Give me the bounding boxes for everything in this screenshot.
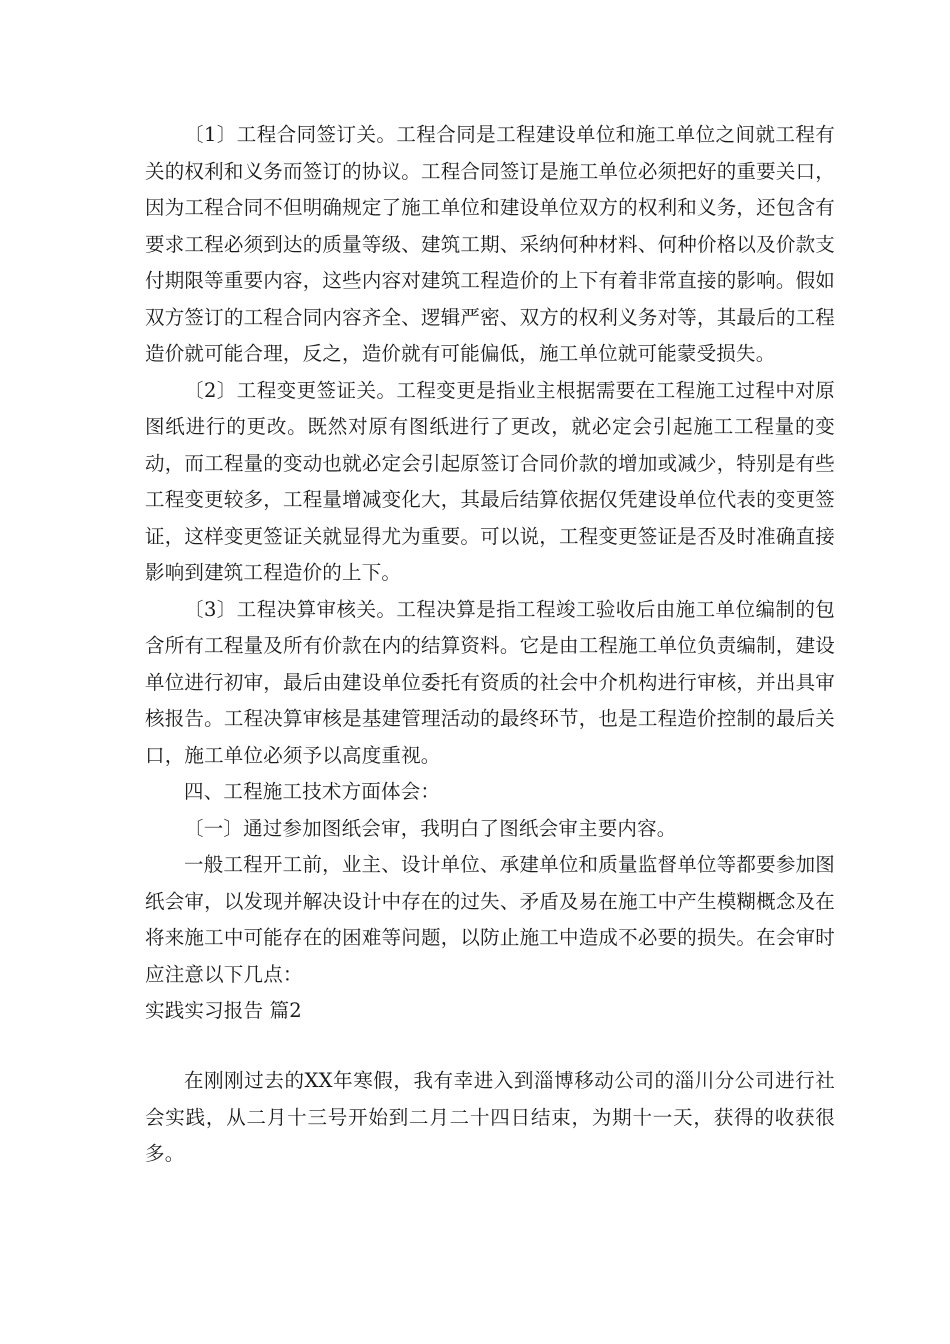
paragraph-contract-signing: 〔1〕工程合同签订关。工程合同是工程建设单位和施工单位之间就工程有关的权利和义务而签订的协议。工程合同签订是施工单位必须把好的重要关口，因为工程合同不但明确规定了施工单位和建设单位双方的权利和义务，还包含有要求工程必须到达的质量等级、建筑工期、采纳何种材料、何种价格以及价款支付期限等重要内容，这些内容对建筑工程造价的上下有着非常直接的影响。假如双方签订的工程合同内容齐全、逻辑严密、双方的权利义务对等，其最后的工程造价就可能合理，反之，造价就有可能偏低，施工单位就可能蒙受损失。 — [145, 123, 835, 365]
section-title-report-2: 实践实习报告 篇2 — [145, 999, 302, 1022]
subheading-drawing-review: 〔一〕通过参加图纸会审，我明白了图纸会审主要内容。 — [184, 816, 677, 840]
paragraph-final-accounts: 〔3〕工程决算审核关。工程决算是指工程竣工验收后由施工单位编制的包含所有工程量及所有价款在内的结算资料。它是由工程施工单位负责编制，建设单位进行初审，最后由建设单位委托有资质的社会中介机构进行审核，并出具审核报告。工程决算审核是基建管理活动的最终环节，也是工程造价控制的最后关口，施工单位必须予以高度重视。 — [145, 597, 835, 767]
paragraph-winter-practice: 在刚刚过去的XX年寒假，我有幸进入到淄博移动公司的淄川分公司进行社会实践，从二月十三号开始到二月二十四日结束，为期十一天，获得的收获很多。 — [145, 1069, 835, 1165]
paragraph-change-visa: 〔2〕工程变更签证关。工程变更是指业主根据需要在工程施工过程中对原图纸进行的更改。既然对原有图纸进行了更改，就必定会引起施工工程量的变动，而工程量的变动也就必定会引起原签订合同价款的增加或减少，特别是有些工程变更较多，工程量增减变化大，其最后结算依据仅凭建设单位代表的变更签证，这样变更签证关就显得尤为重要。可以说，工程变更签证是否及时准确直接影响到建筑工程造价的上下。 — [145, 378, 835, 584]
section-heading-construction-tech: 四、工程施工技术方面体会： — [184, 780, 441, 803]
paragraph-drawing-review: 一般工程开工前，业主、设计单位、承建单位和质量监督单位等都要参加图纸会审，以发现并解决设计中存在的过失、矛盾及易在施工中产生模糊概念及在将来施工中可能存在的困难等问题，以防止施工中造成不必要的损失。在会审时应注意以下几点： — [145, 853, 835, 986]
document-body-part2 — [145, 1063, 835, 1173]
document-body-part1 — [145, 117, 835, 1030]
